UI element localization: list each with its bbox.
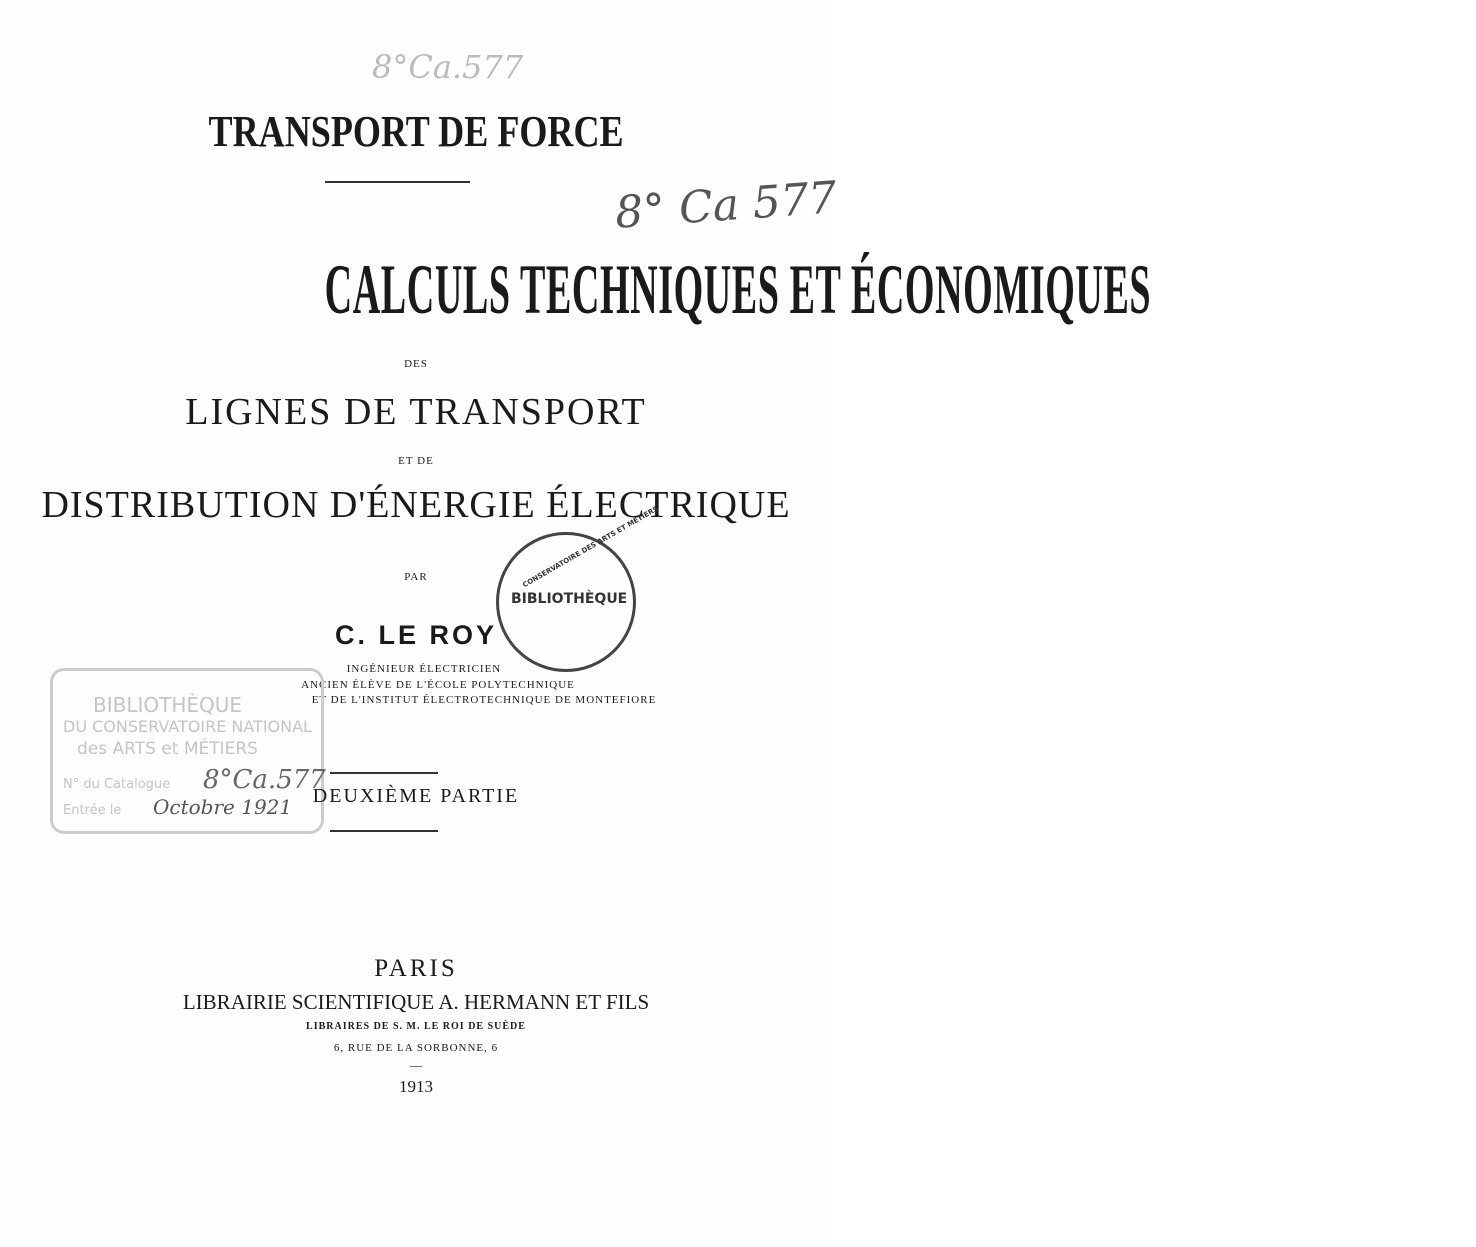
divider (330, 830, 438, 832)
par-label: PAR (404, 571, 428, 583)
credential: INGÉNIEUR ÉLECTRICIEN (346, 663, 502, 675)
publisher: LIBRAIRIE SCIENTIFIQUE A. HERMANN ET FILS (182, 990, 650, 1014)
distribution-heading: DISTRIBUTION D'ÉNERGIE ÉLECTRIQUE (41, 484, 791, 526)
city: PARIS (374, 955, 458, 982)
divider (330, 772, 438, 774)
year: 1913 (399, 1077, 433, 1096)
des-label: DES (404, 358, 428, 370)
library-round-stamp: BIBLIOTHÈQUE CONSERVATOIRE DES ARTS ET MÉTIERS (496, 532, 636, 672)
handwritten-shelfmark-top: 8°Ca.577 (372, 48, 524, 86)
author-name: C. LE ROY (334, 620, 497, 650)
divider (325, 181, 470, 183)
main-title: TRANSPORT DE FORCE (208, 107, 624, 156)
lines-heading: LIGNES DE TRANSPORT (185, 391, 647, 433)
address: 6, RUE DE LA SORBONNE, 6 (333, 1042, 499, 1054)
library-rect-stamp: BIBLIOTHÈQUE DU CONSERVATOIRE NATIONAL des ARTS et MÉTIERS N° du Catalogue 8°Ca.577 Entrée le Octobre 1921 (50, 668, 324, 834)
credential: ET DE L'INSTITUT ÉLECTROTECHNIQUE DE MONTEFIORE (311, 694, 657, 706)
part-label: DEUXIÈME PARTIE (312, 785, 520, 807)
publisher-note: LIBRAIRES DE S. M. LE ROI DE SUÈDE (306, 1021, 526, 1032)
dash: — (410, 1058, 422, 1072)
credential: ANCIEN ÉLÈVE DE L'ÉCOLE POLYTECHNIQUE (301, 679, 575, 691)
et-de-label: ET DE (398, 455, 434, 467)
handwritten-shelfmark-right: 8° Ca 577 (613, 172, 839, 239)
subtitle: CALCULS TECHNIQUES ET ÉCONOMIQUES (324, 249, 1152, 329)
